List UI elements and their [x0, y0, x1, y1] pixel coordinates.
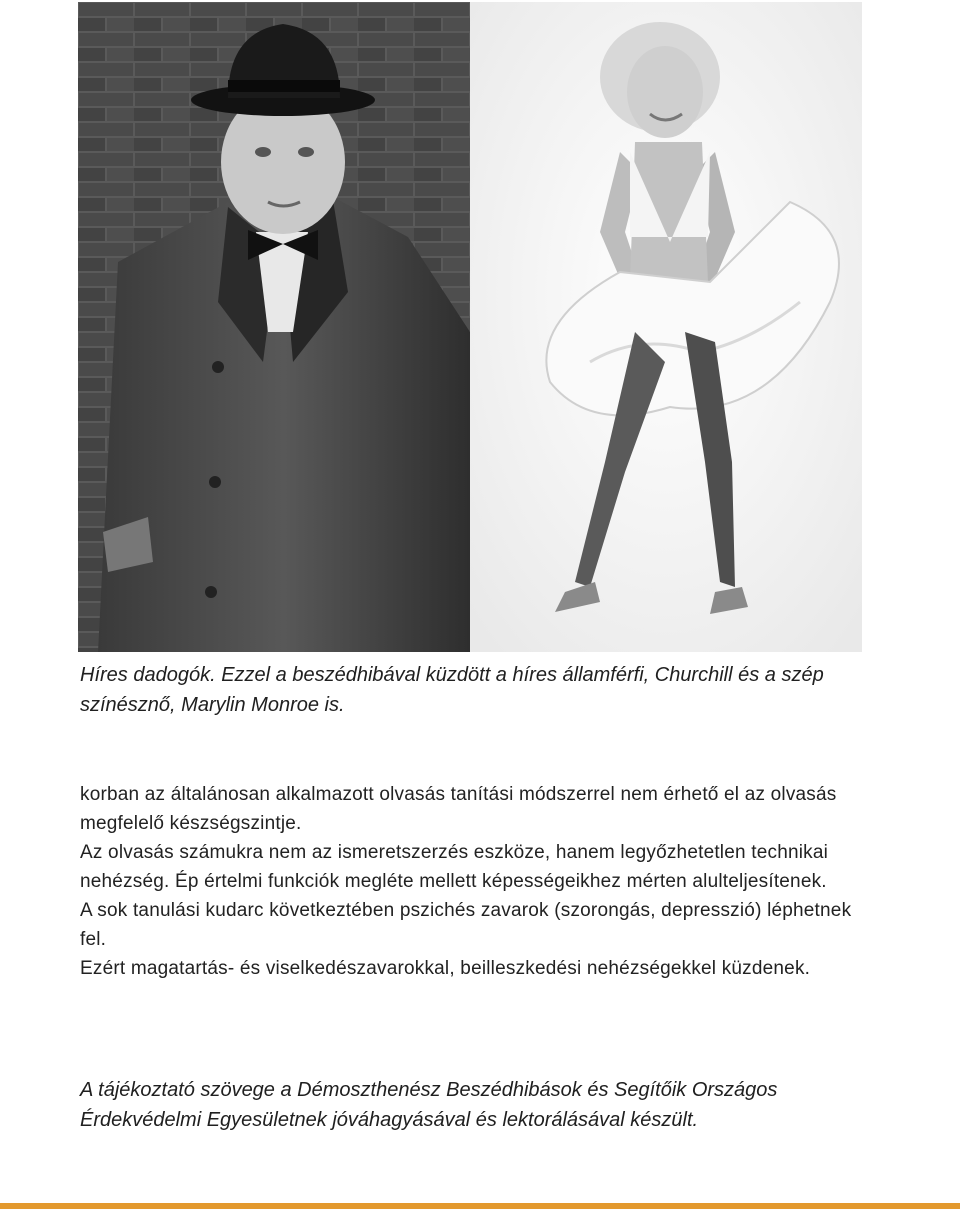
- paragraph-psychological-issues: A sok tanulási kudarc következtében pszichés zavarok (szorongás, depresszió) léphetnek fel.: [80, 900, 852, 950]
- paragraph-behavioral-issues: Ezért magatartás- és viselkedészavarokkal, beilleszkedési nehézségekkel küzdenek.: [80, 958, 811, 979]
- churchill-photo: [78, 2, 470, 652]
- paragraph-reading-method: korban az általánosan alkalmazott olvasás tanítási módszerrel nem érhető el az olvasás megfelelő készségszintje.: [80, 784, 837, 834]
- body-text: [80, 780, 880, 983]
- paragraph-reading-difficulty: Az olvasás számukra nem az ismeretszerzés eszköze, hanem legyőzhetetlen technikai nehézség. Ép értelmi funkciók megléte mellett képességeikhez mérten alulteljesítenek.: [80, 842, 829, 892]
- bottom-accent-rule: [0, 1203, 960, 1209]
- photo-caption: Híres dadogók. Ezzel a beszédhibával küzdött a híres államférfi, Churchill és a szép színésznő, Marylin Monroe is.: [80, 664, 824, 716]
- monroe-photo: [470, 2, 862, 652]
- credit-note: A tájékoztató szövege a Démoszthenész Beszédhibások és Segítőik Országos Érdekvédelmi Egyesületnek jóváhagyásával és lektorálásával készült.: [80, 1079, 778, 1131]
